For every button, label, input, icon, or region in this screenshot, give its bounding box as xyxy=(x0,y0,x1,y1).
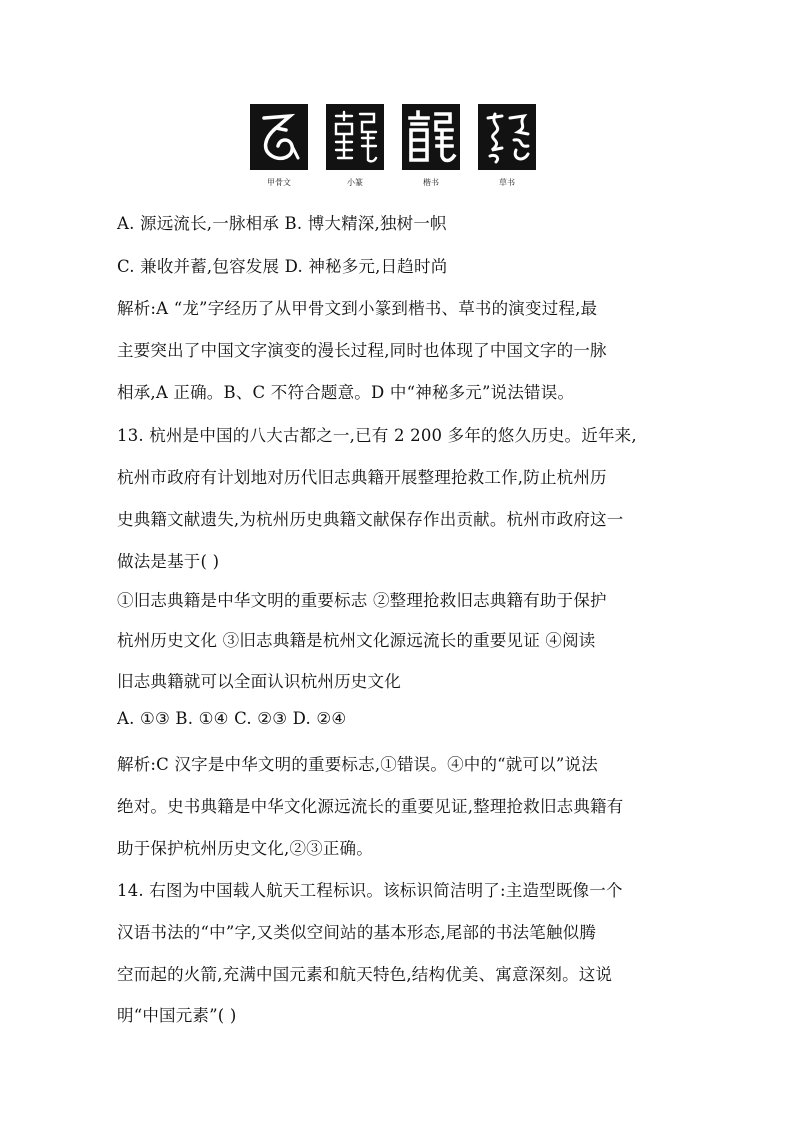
q12-analysis-line-2: 主要突出了中国文字演变的漫长过程,同时也体现了中国文字的一脉 xyxy=(117,341,607,360)
q13-analysis-line-1: 解析:C 汉字是中华文明的重要标志,①错误。④中的“就可以”说法 xyxy=(117,755,598,774)
caption-cursive-script: 草书 xyxy=(499,178,515,187)
q13-analysis-line-2: 绝对。史书典籍是中华文化源远流长的重要见证,整理抢救旧志典籍有 xyxy=(117,797,624,816)
q13-statements-line-3: 旧志典籍就可以全面认识杭州历史文化 xyxy=(117,672,401,691)
oracle-bone-dragon-image xyxy=(250,104,308,170)
q13-stem-line-4: 做法是基于( ) xyxy=(117,552,220,571)
q12-analysis-line-3: 相承,A 正确。B、C 不符合题意。D 中“神秘多元”说法错误。 xyxy=(117,383,575,402)
caption-regular-script: 楷书 xyxy=(423,178,439,187)
q13-stem-line-2: 杭州市政府有计划地对历代旧志典籍开展整理抢救工作,防止杭州历 xyxy=(117,468,607,487)
q13-stem-line-1: 13. 杭州是中国的八大古都之一,已有 2 200 多年的悠久历史。近年来, xyxy=(117,426,637,445)
q14-stem-line-3: 空而起的火箭,充满中国元素和航天特色,结构优美、寓意深刻。这说 xyxy=(117,965,613,984)
caption-small-seal: 小篆 xyxy=(347,178,363,187)
q13-statements-line-1: ①旧志典籍是中华文明的重要标志 ②整理抢救旧志典籍有助于保护 xyxy=(117,591,607,610)
q13-statements-line-2: 杭州历史文化 ③旧志典籍是杭州文化源远流长的重要见证 ④阅读 xyxy=(117,631,596,650)
cursive-script-dragon-image xyxy=(478,104,536,170)
q13-options: A. ①③ B. ①④ C. ②③ D. ②④ xyxy=(117,709,347,728)
dragon-script-evolution-figure xyxy=(248,104,548,192)
regular-script-glyph-icon xyxy=(402,104,460,170)
small-seal-dragon-image xyxy=(326,104,384,170)
regular-script-dragon-image xyxy=(402,104,460,170)
q12-options-cd: C. 兼收并蓄,包容发展 D. 神秘多元,日趋时尚 xyxy=(117,257,448,276)
q12-options-ab: A. 源远流长,一脉相承 B. 博大精深,独树一帜 xyxy=(117,214,447,233)
oracle-bone-glyph-icon xyxy=(250,104,308,170)
q12-analysis-line-1: 解析:A “龙”字经历了从甲骨文到小篆到楷书、草书的演变过程,最 xyxy=(117,299,598,318)
cursive-script-glyph-icon xyxy=(478,104,536,170)
q13-analysis-line-3: 助于保护杭州历史文化,②③正确。 xyxy=(117,839,373,858)
q14-stem-line-4: 明“中国元素”( ) xyxy=(117,1006,237,1025)
small-seal-glyph-icon xyxy=(326,104,384,170)
q14-stem-line-1: 14. 右图为中国载人航天工程标识。该标识简洁明了:主造型既像一个 xyxy=(117,881,623,900)
caption-oracle-bone: 甲骨文 xyxy=(267,178,291,187)
q14-stem-line-2: 汉语书法的“中”字,又类似空间站的基本形态,尾部的书法笔触似腾 xyxy=(117,923,597,942)
q13-stem-line-3: 史典籍文献遗失,为杭州历史典籍文献保存作出贡献。杭州市政府这一 xyxy=(117,510,624,529)
